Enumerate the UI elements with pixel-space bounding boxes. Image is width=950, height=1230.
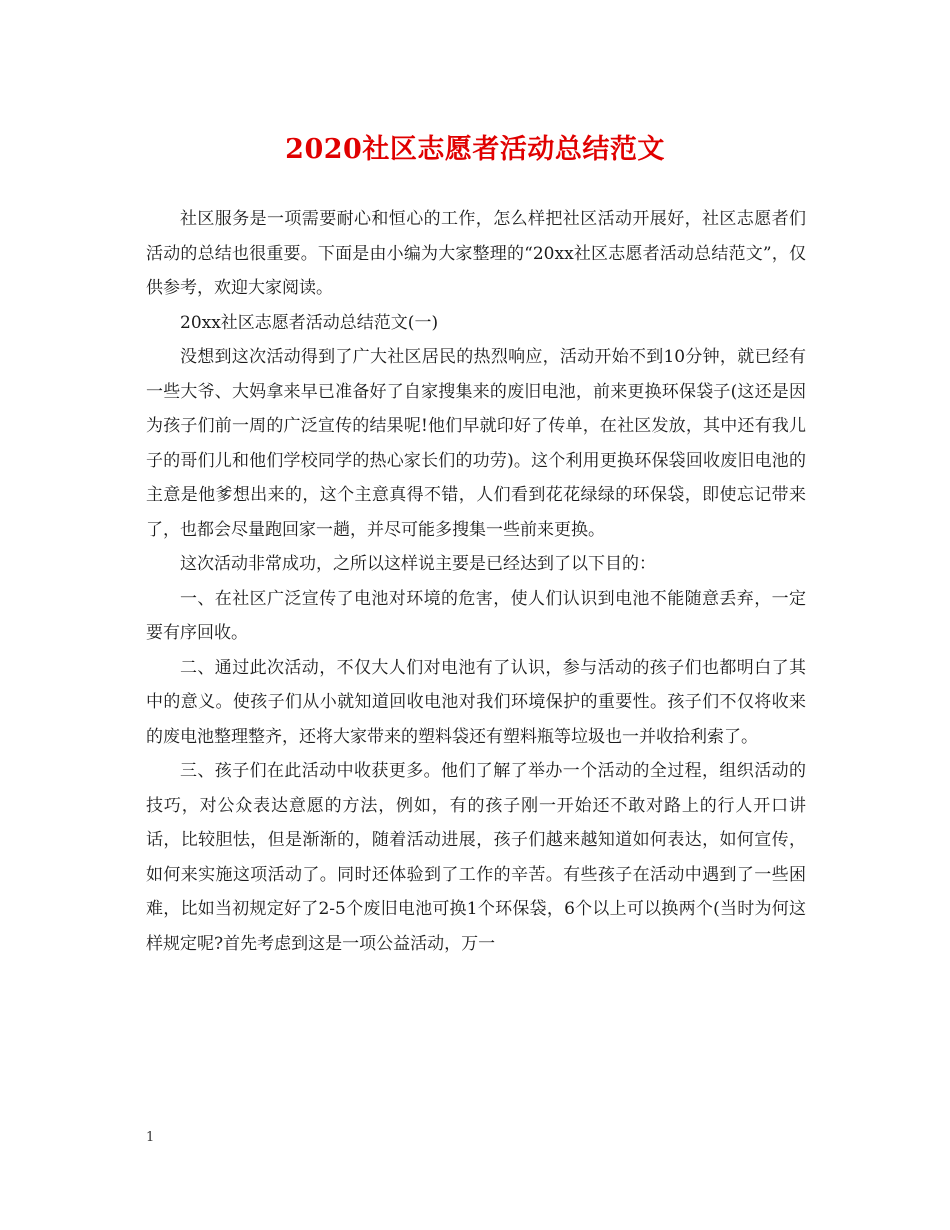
paragraph-point-two: 二、通过此次活动，不仅大人们对电池有了认识，参与活动的孩子们也都明白了其中的意义。使孩子们从小就知道回收电池对我们环境保护的重要性。孩子们不仅将收来的废电池整理整齐，还将大家带来的塑料袋还有塑料瓶等垃圾也一并收拾利索了。 [146,657,806,747]
document-body [146,202,806,961]
paragraph-intro: 社区服务是一项需要耐心和恒心的工作，怎么样把社区活动开展好，社区志愿者们活动的总结也很重要。下面是由小编为大家整理的“20xx社区志愿者活动总结范文”，仅供参考，欢迎大家阅读。 [146,209,806,298]
paragraph-point-one: 一、在社区广泛宣传了电池对环境的危害，使人们认识到电池不能随意丢弃，一定要有序回收。 [146,588,806,643]
paragraph-success-summary: 这次活动非常成功，之所以这样说主要是已经达到了以下目的： [180,554,656,574]
paragraph-activity-response: 没想到这次活动得到了广大社区居民的热烈响应，活动开始不到10分钟，就已经有一些大爷、大妈拿来早已准备好了自家搜集来的废旧电池，前来更换环保袋子(这还是因为孩子们前一周的广泛宣传的结果呢!他们早就印好了传单，在社区发放，其中还有我儿子的哥们儿和他们学校同学的热心家长们的功劳)。这个利用更换环保袋回收废旧电池的主意是他爹想出来的，这个主意真得不错，人们看到花花绿绿的环保袋，即使忘记带来了，也都会尽量跑回家一趟，并尽可能多搜集一些前来更换。 [146,347,806,540]
paragraph-point-three: 三、孩子们在此活动中收获更多。他们了解了举办一个活动的全过程，组织活动的技巧，对公众表达意愿的方法，例如，有的孩子刚一开始还不敢对路上的行人开口讲话，比较胆怯，但是渐渐的，随着活动进展，孩子们越来越知道如何表达，如何宣传，如何来实施这项活动了。同时还体验到了工作的辛苦。有些孩子在活动中遇到了一些困难，比如当初规定好了2-5个废旧电池可换1个环保袋，6个以上可以换两个(当时为何这样规定呢?首先考虑到这是一项公益活动，万一 [146,761,806,954]
document-title: 2020社区志愿者活动总结范文 [285,134,665,165]
page-number: 1 [146,1130,155,1145]
paragraph-section-heading: 20xx社区志愿者活动总结范文(一) [180,312,439,333]
